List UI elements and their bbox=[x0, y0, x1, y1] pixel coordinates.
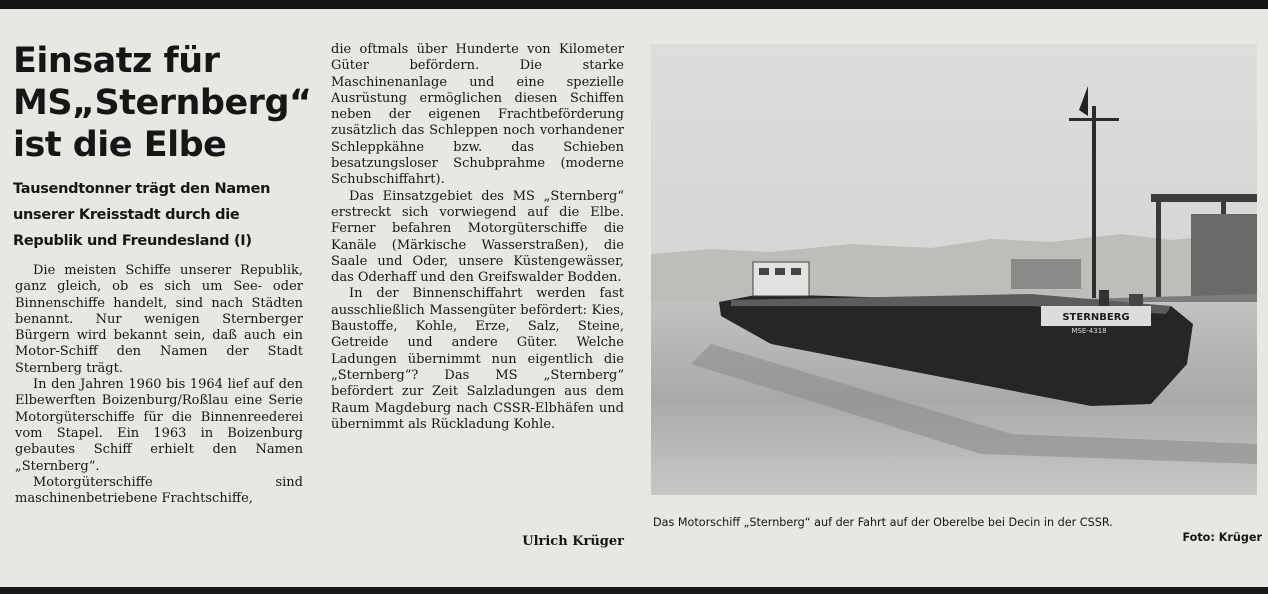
caption-text: Das Motorschiff „Sternberg“ auf der Fahrt auf der Oberelbe bei Decin in der CSSR. bbox=[653, 516, 1113, 529]
headline-line-2: MS„Sternberg“ bbox=[13, 83, 312, 123]
crane-leg bbox=[1156, 194, 1161, 304]
paragraph: die oftmals über Hunderte von Kilometer Güter befördern. Die starke Maschinenanlage und eine spezielle Ausrüstung ermöglichen diesen Schiffen neben der eigenen Frachtbeförderung zusätzlich das Schleppen noch vorhandener Schleppkähne bzw. das Schieben besatzungsloser Schubprahme (moderne Schubschiffahrt). bbox=[331, 42, 624, 188]
photo-credit: Foto: Krüger bbox=[1182, 531, 1262, 544]
crane-beam bbox=[1151, 194, 1257, 202]
wheelhouse bbox=[753, 262, 809, 296]
bottom-rule bbox=[0, 587, 1268, 594]
hull-name: STERNBERG bbox=[1062, 312, 1130, 323]
mast-crossbar bbox=[1069, 118, 1119, 121]
subheadline-line-3: Republik und Freundesland (I) bbox=[13, 233, 252, 249]
top-rule bbox=[0, 0, 1268, 9]
paragraph: In der Binnenschiffahrt werden fast ausschließlich Massengüter befördert: Kies, Baustoffe, Kohle, Erze, Salz, Steine, Getreide und andere Güter. Welche Ladungen übernimmt nun eigentlich die „Sternberg“? Das MS „Sternberg“ befördert zur Zeit Salzladungen aus dem Raum Magdeburg nach CSSR-Elbhäfen und übernimmt als Rückladung Kohle. bbox=[331, 286, 624, 432]
paragraph: Das Einsatzgebiet des MS „Sternberg“ erstreckt sich vorwiegend auf die Elbe. Ferner befahren Motorgüterschiffe die Kanäle (Märkische Wasserstraßen), die Saale und Oder, unsere Küstengewässer, das Oderhaff und den Greifswalder Bodden. bbox=[331, 188, 624, 286]
paragraph: Die meisten Schiffe unserer Republik, ganz gleich, ob es sich um See- oder Binnenschiffe handelt, sind nach Städten benannt. Nur wenigen Sternberger Bürgern wird bekannt sein, daß auch ein Motor-Schiff den Namen der Stadt Sternberg trägt. bbox=[15, 263, 303, 376]
ship-photo bbox=[651, 44, 1257, 495]
paragraph: In den Jahren 1960 bis 1964 lief auf den Elbewerften Boizenburg/Roßlau eine Serie Motorgüterschiffe für die Binnenreederei vom Stapel. Ein 1963 in Boizenburg gebautes Schiff erhielt den Namen „Sternberg“. bbox=[15, 377, 303, 474]
article-column-2 bbox=[331, 42, 624, 433]
wheelhouse-window bbox=[759, 268, 769, 275]
photo-caption bbox=[653, 515, 1265, 544]
bow-fitting bbox=[1129, 294, 1143, 306]
headline-line-1: Einsatz für bbox=[13, 41, 220, 81]
wheelhouse-window bbox=[775, 268, 785, 275]
article-headline bbox=[13, 40, 313, 166]
ship-photo-drawing bbox=[651, 44, 1257, 495]
mast bbox=[1092, 106, 1096, 298]
paragraph: Motorgüterschiffe sind maschinenbetriebene Frachtschiffe, bbox=[15, 474, 303, 507]
shore-building bbox=[1011, 259, 1081, 289]
subheadline-line-2: unserer Kreisstadt durch die bbox=[13, 207, 240, 223]
headline-line-3: ist die Elbe bbox=[13, 125, 227, 165]
bow-fitting bbox=[1099, 290, 1109, 306]
wheelhouse-window bbox=[791, 268, 801, 275]
article-column-1 bbox=[15, 263, 303, 507]
subheadline-line-1: Tausendtonner trägt den Namen bbox=[13, 181, 271, 197]
hull-registration: MSE-4318 bbox=[1071, 327, 1107, 335]
author-byline: Ulrich Krüger bbox=[522, 534, 624, 549]
article-subheadline bbox=[13, 176, 313, 254]
